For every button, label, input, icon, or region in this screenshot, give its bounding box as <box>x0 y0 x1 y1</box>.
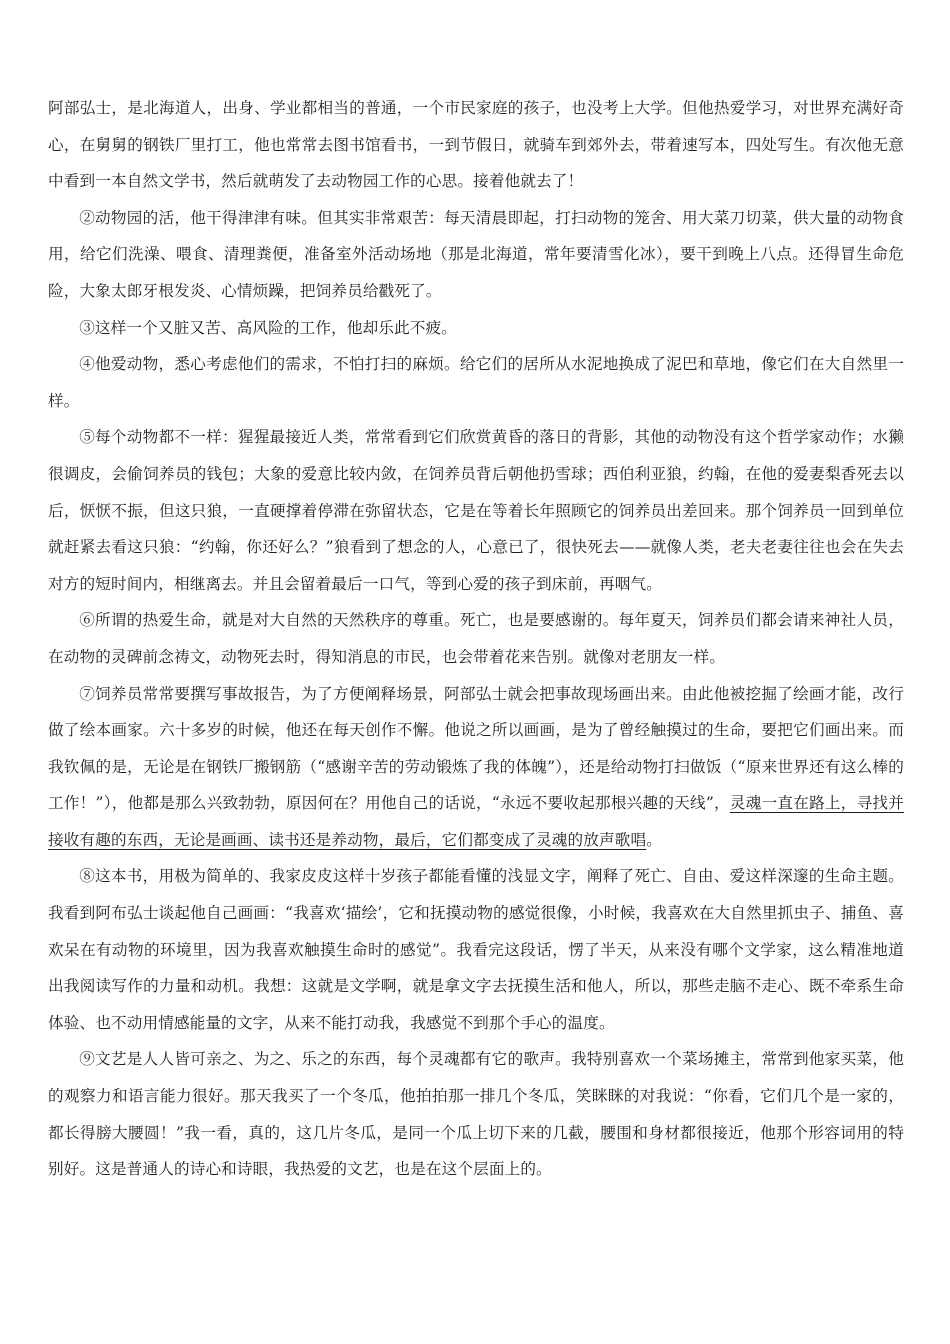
underlined-sentence: 灵魂一直在路上，寻找并接收有趣的东西，无论是画画、读书还是养动物，最后，它们都变成了灵魂的放声歌唱 <box>48 794 904 849</box>
paragraph-1: 阿部弘士，是北海道人，出身、学业都相当的普通，一个市民家庭的孩子，也没考上大学。但他热爱学习，对世界充满好奇心，在舅舅的钢铁厂里打工，他也常常去图书馆看书，一到节假日，就骑车到郊外去，带着速写本，四处写生。有次他无意中看到一本自然文学书，然后就萌发了去动物园工作的心思。接着他就去了！ <box>48 99 904 191</box>
paragraph-6: ⑥所谓的热爱生命，就是对大自然的天然秩序的尊重。死亡，也是要感谢的。每年夏天，饲养员们都会请来神社人员，在动物的灵碑前念祷文，动物死去时，得知消息的市民，也会带着花来告别。就像对老朋友一样。 <box>48 611 904 666</box>
paragraph-4: ④他爱动物，悉心考虑他们的需求，不怕打扫的麻烦。给它们的居所从水泥地换成了泥巴和草地，像它们在大自然里一样。 <box>48 355 904 410</box>
paragraph-8: ⑧这本书，用极为简单的、我家皮皮这样十岁孩子都能看懂的浅显文字，阐释了死亡、自由、爱这样深邃的生命主题。我看到阿布弘士谈起他自己画画：“我喜欢‘描绘’，它和抚摸动物的感觉很像，小时候，我喜欢在大自然里抓虫子、捕鱼、喜欢呆在有动物的环境里，因为我喜欢触摸生命时的感觉”。我看完这段话，愣了半天，从来没有哪个文学家，这么精准地道出我阅读写作的力量和动机。我想：这就是文学啊，就是拿文字去抚摸生活和他人，所以，那些走脑不走心、既不牵系生命体验、也不动用情感能量的文字，从来不能打动我，我感觉不到那个手心的温度。 <box>48 867 904 1032</box>
paragraph-5: ⑤每个动物都不一样：猩猩最接近人类，常常看到它们欣赏黄昏的落日的背影，其他的动物没有这个哲学家动作；水獭很调皮，会偷饲养员的钱包；大象的爱意比较内敛，在饲养员背后朝他扔雪球；西伯利亚狼，约翰，在他的爱妻梨香死去以后，恹恹不振，但这只狼，一直硬撑着停滞在弥留状态，它是在等着长年照顾它的饲养员出差回来。那个饲养员一回到单位就赶紧去看这只狼：“约翰，你还好么？”狼看到了想念的人，心意已了，很快死去——就像人类，老夫老妻往往也会在失去对方的短时间内，相继离去。并且会留着最后一口气，等到心爱的孩子到床前，再咽气。 <box>48 428 904 593</box>
paragraph-7-end: 。 <box>646 830 663 849</box>
article-body <box>48 90 904 1188</box>
paragraph-9: ⑨文艺是人人皆可亲之、为之、乐之的东西，每个灵魂都有它的歌声。我特别喜欢一个菜场摊主，常常到他家买菜，他的观察力和语言能力很好。那天我买了一个冬瓜，他拍拍那一排几个冬瓜，笑眯眯的对我说：“你看，它们几个是一家的，都长得膀大腰圆！”我一看，真的，这几片冬瓜，是同一个瓜上切下来的几截，腰围和身材都很接近，他那个形容词用的特别好。这是普通人的诗心和诗眼，我热爱的文艺，也是在这个层面上的。 <box>48 1050 904 1179</box>
paragraph-7-text: ⑦饲养员常常要撰写事故报告，为了方便阐释场景，阿部弘士就会把事故现场画出来。由此他被挖掘了绘画才能，改行做了绘本画家。六十多岁的时候，他还在每天创作不懈。他说之所以画画，是为了曾经触摸过的生命，要把它们画出来。而我钦佩的是，无论是在钢铁厂搬钢筋（“感谢辛苦的劳动锻炼了我的体魄”），还是给动物打扫做饭（“原来世界还有这么棒的工作！”），他都是那么兴致勃勃，原因何在？用他自己的话说，“永远不要收起那根兴趣的天线”， <box>48 684 904 813</box>
paragraph-2: ②动物园的活，他干得津津有味。但其实非常艰苦：每天清晨即起，打扫动物的笼舍、用大菜刀切菜，供大量的动物食用，给它们洗澡、喂食、清理粪便，准备室外活动场地（那是北海道，常年要清雪化冰），要干到晚上八点。还得冒生命危险，大象太郎牙根发炎、心情烦躁，把饲养员给戳死了。 <box>48 208 904 300</box>
paragraph-3: ③这样一个又脏又苦、高风险的工作，他却乐此不疲。 <box>79 318 458 337</box>
paragraph-7 <box>48 676 904 859</box>
